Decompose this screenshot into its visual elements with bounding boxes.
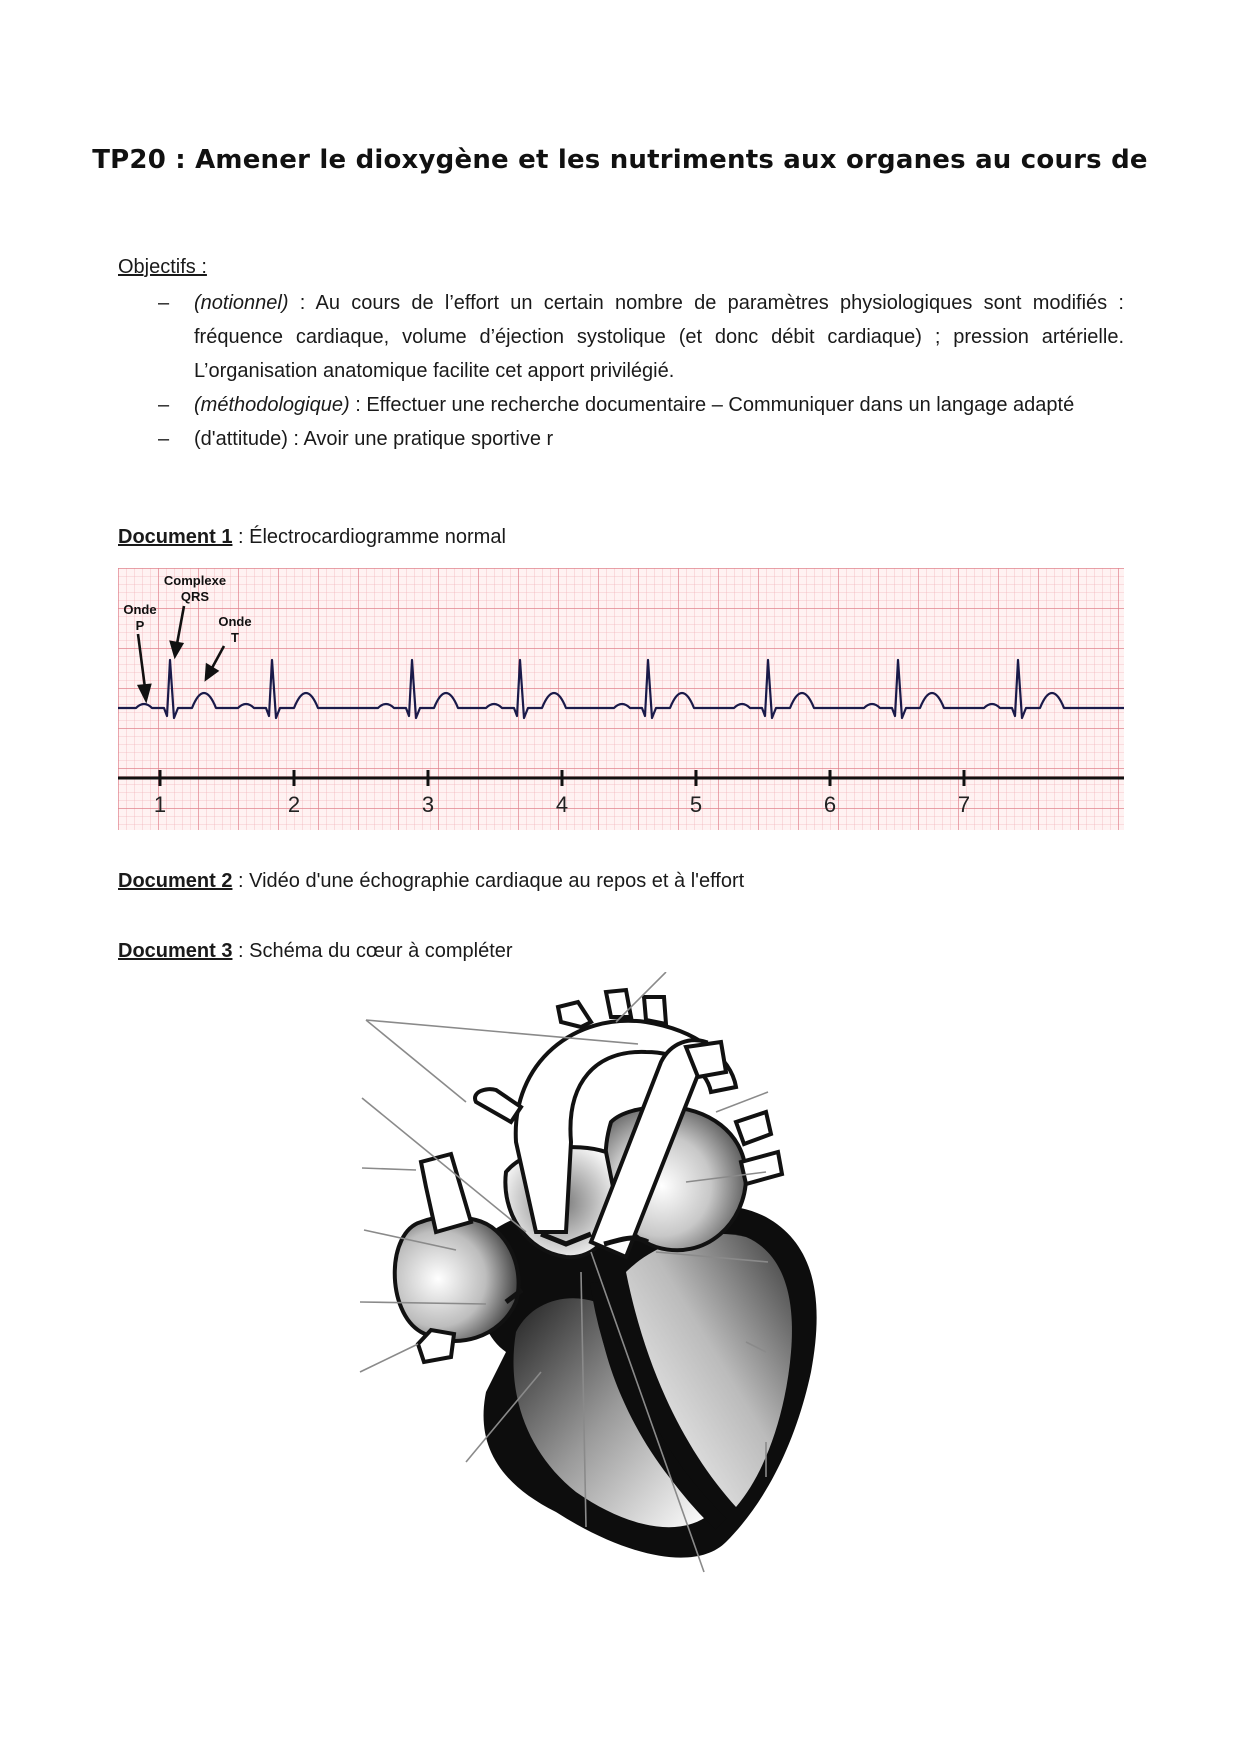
leader-line — [716, 1092, 768, 1112]
document-caption: : Schéma du cœur à compléter — [232, 940, 513, 962]
page-title: TP20 : Amener le dioxygène et les nutriments aux organes au cours de — [92, 145, 1148, 176]
ecg-tick-label: 7 — [957, 792, 971, 817]
ecg-tick-label: 3 — [421, 792, 435, 817]
objective-label: (notionnel) — [194, 292, 289, 314]
objectives-heading: Objectifs : — [118, 256, 207, 278]
document-label: Document 1 — [118, 526, 233, 548]
qrs-label-2: QRS — [180, 589, 210, 604]
t-wave-label-1: Onde — [218, 614, 252, 629]
p-wave-label-2: P — [135, 618, 145, 633]
leader-line — [362, 1168, 416, 1170]
objective-text: : Au cours de l’effort un certain nombre de paramètres physiologiques sont modifiés : fréquence cardiaque, volume d’éjection systolique (et donc débit cardiaque) ; pression artérielle. L’organisation anatomique facilite cet apport privilégié. — [194, 292, 1124, 382]
ecg-tick-label: 6 — [823, 792, 837, 817]
dash-bullet: – — [158, 428, 170, 450]
objectives-list — [118, 286, 1124, 456]
heart-diagram — [326, 972, 916, 1582]
objective-label: (d'attitude) — [194, 428, 288, 450]
right-pulmonary-artery — [475, 1089, 521, 1122]
ecg-figure — [118, 568, 1124, 830]
right-atrium — [395, 1217, 519, 1341]
document-2-heading — [118, 870, 744, 893]
document-1-heading — [118, 526, 506, 549]
qrs-label-1: Complexe — [163, 573, 227, 588]
dash-bullet: – — [158, 292, 170, 314]
leader-line — [366, 1020, 466, 1102]
document-label: Document 3 — [118, 940, 233, 962]
objective-item — [118, 388, 1124, 422]
ecg-tick-label: 1 — [153, 792, 167, 817]
objective-label: (méthodologique) — [194, 394, 350, 416]
objective-item — [118, 286, 1124, 388]
ecg-tick-label: 2 — [287, 792, 301, 817]
carotid-artery — [606, 990, 631, 1017]
pulmonary-vein — [741, 1152, 782, 1184]
document-caption: : Vidéo d'une échographie cardiaque au repos et à l'effort — [232, 870, 745, 892]
document-3-heading — [118, 940, 513, 963]
ecg-tick-label: 5 — [689, 792, 703, 817]
objective-item — [118, 422, 1124, 456]
subclavian-artery — [644, 997, 666, 1024]
t-wave-label-2: T — [231, 630, 239, 645]
pulmonary-vein — [736, 1112, 771, 1144]
leader-line — [360, 1344, 418, 1372]
document-caption: : Électrocardiogramme normal — [232, 526, 506, 548]
ecg-tick-label: 4 — [555, 792, 569, 817]
dash-bullet: – — [158, 394, 170, 416]
brachiocephalic-artery — [558, 1002, 591, 1027]
document-label: Document 2 — [118, 870, 233, 892]
objective-text: : Effectuer une recherche documentaire – Communiquer dans un langage adapté — [349, 394, 1075, 416]
objective-text: : Avoir une pratique sportive r — [287, 428, 554, 450]
p-wave-label-1: Onde — [123, 602, 157, 617]
